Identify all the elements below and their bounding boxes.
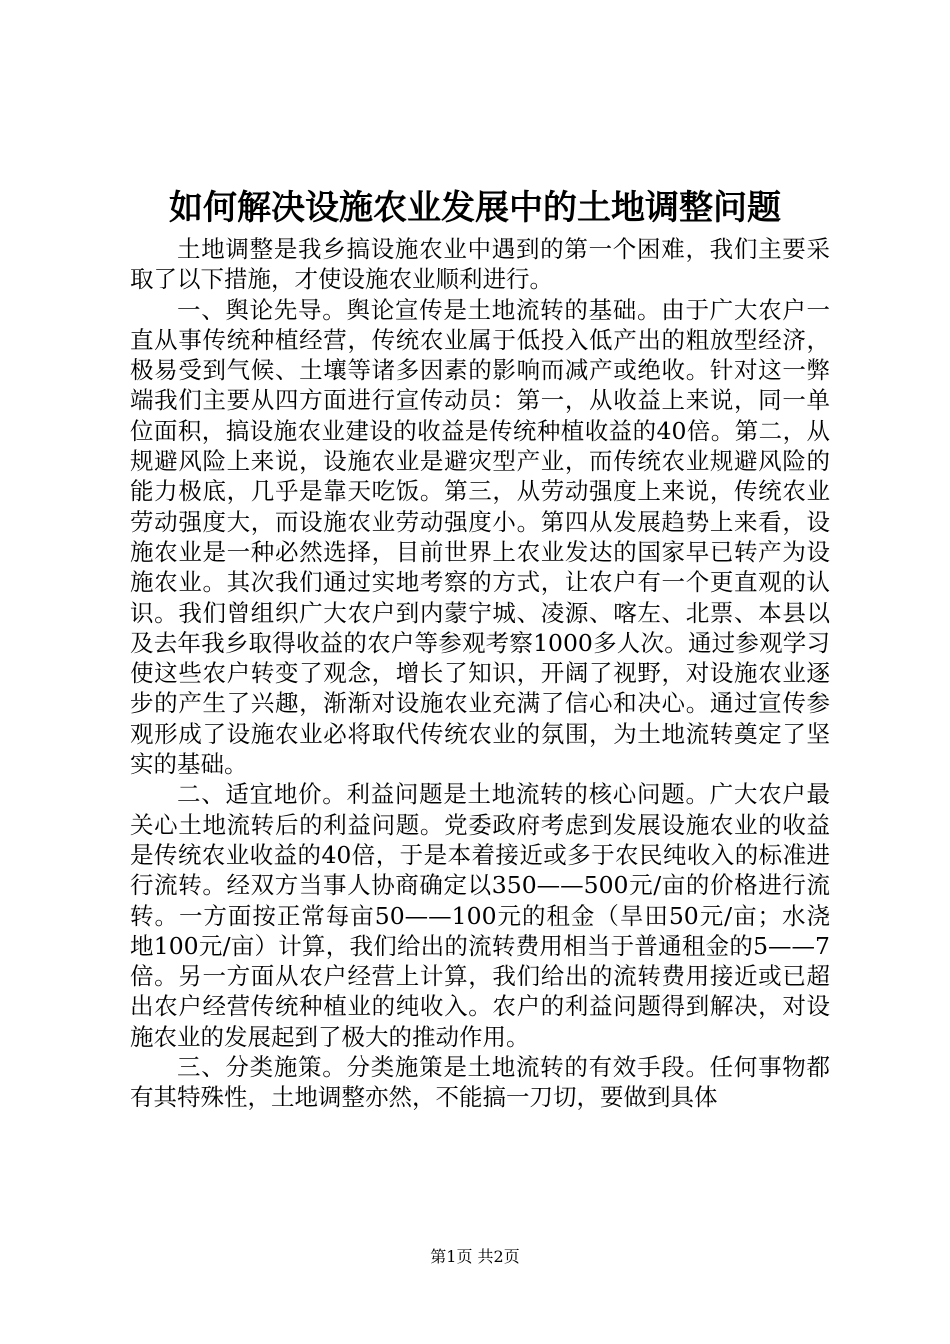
- page-footer: [0, 1246, 950, 1268]
- paragraph-section-2: 二、适宜地价。利益问题是土地流转的核心问题。广大农户最关心土地流转后的利益问题。党委政府考虑到发展设施农业的收益是传统农业收益的40倍，于是本着接近或多于农民纯收入的标准进行流转。经双方当事人协商确定以350——500元/亩的价格进行流转。一方面按正常每亩50——100元的租金（旱田50元/亩；水浇地100元/亩）计算，我们给出的流转费用相当于普通租金的5——7倍。另一方面从农户经营上计算，我们给出的流转费用接近或已超出农户经营传统种植业的纯收入。农户的利益问题得到解决，对设施农业的发展起到了极大的推动作用。: [130, 780, 830, 1051]
- document-body: [130, 234, 830, 1113]
- paragraph-intro: 土地调整是我乡搞设施农业中遇到的第一个困难，我们主要采取了以下措施，才使设施农业顺利进行。: [130, 235, 830, 294]
- paragraph-section-1: 一、舆论先导。舆论宣传是土地流转的基础。由于广大农户一直从事传统种植经营，传统农业属于低投入低产出的粗放型经济，极易受到气候、土壤等诸多因素的影响而减产或绝收。针对这一弊端我们主要从四方面进行宣传动员：第一，从收益上来说，同一单位面积，搞设施农业建设的收益是传统种植收益的40倍。第二，从规避风险上来说，设施农业是避灾型产业，而传统农业规避风险的能力极底，几乎是靠天吃饭。第三，从劳动强度上来说，传统农业劳动强度大，而设施农业劳动强度小。第四从发展趋势上来看，设施农业是一种必然选择，目前世界上农业发达的国家早已转产为设施农业。其次我们通过实地考察的方式，让农户有一个更直观的认识。我们曾组织广大农户到内蒙宁城、凌源、喀左、北票、本县以及去年我乡取得收益的农户等参观考察1000多人次。通过参观学习使这些农户转变了观念，增长了知识，开阔了视野，对设施农业逐步的产生了兴趣，渐渐对设施农业充满了信心和决心。通过宣传参观形成了设施农业必将取代传统农业的氛围，为土地流转奠定了坚实的基础。: [130, 295, 830, 779]
- paragraph-section-3: 三、分类施策。分类施策是土地流转的有效手段。任何事物都有其特殊性，土地调整亦然，不能搞一刀切，要做到具体: [130, 1053, 830, 1112]
- page-number-label: 第1页 共2页: [430, 1247, 520, 1266]
- document-title: 如何解决设施农业发展中的土地调整问题: [169, 188, 781, 228]
